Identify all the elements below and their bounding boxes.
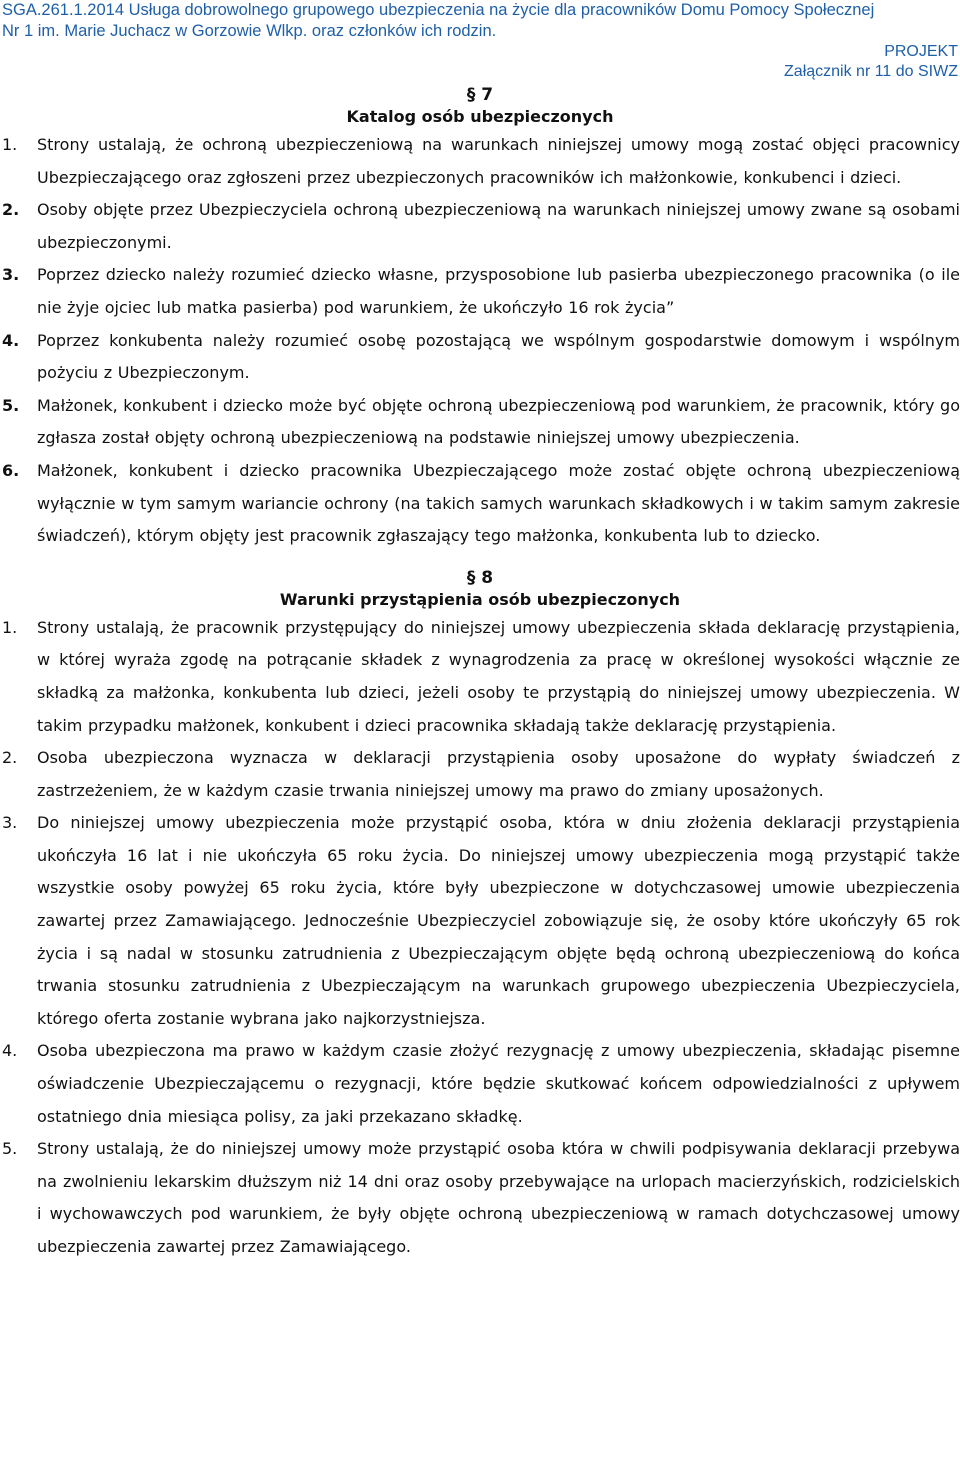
item-number: 5. <box>2 1139 18 1159</box>
section-7-item <box>0 194 960 259</box>
item-text: Do niniejszej umowy ubezpieczenia może przystąpić osoba, która w dniu złożenia deklaracji przystąpienia ukończyła 16 lat i nie ukończyła 65 roku życia. Do niniejszej umowy ubezpieczenia mogą przystąpić także wszystkie osoby powyżej 65 roku życia, które były ubezpieczone w dotychczasowej umowie ubezpieczenia zawartej przez Zamawiającego. Jednocześnie Ubezpieczyciel zobowiązuje się, że osoby które ukończyły 65 rok życia i są nadal w stosunku zatrudnienia z Ubezpieczającym objęte będą ochroną ubezpieczeniową do końca trwania stosunku zatrudnienia z Ubezpieczającym na warunkach grupowego ubezpieczenia Ubezpieczyciela, którego oferta zostanie wybrana jako najkorzystniejsza. <box>37 813 960 1028</box>
item-text: Małżonek, konkubent i dziecko może być objęte ochroną ubezpieczeniową pod warunkiem, że pracownik, który go zgłasza został objęty ochroną ubezpieczeniową na podstawie niniejszej umowy ubezpieczenia. <box>37 395 960 448</box>
section-8-item <box>0 1035 960 1133</box>
document-header <box>0 0 960 42</box>
section-7-item <box>0 325 960 390</box>
section-7-item <box>0 259 960 324</box>
item-number: 1. <box>2 135 18 154</box>
section-7-title: Katalog osób ubezpieczonych <box>346 107 614 126</box>
item-text: Strony ustalają, że do niniejszej umowy może przystąpić osoba która w chwili podpisywania deklaracji przebywa na zwolnieniu lekarskim dłuższym niż 14 dni oraz osoby przebywające na urlopach macierzyńskich, rodzicielskich i wychowawczych pod warunkiem, że były objęte ochroną ubezpieczeniową w ramach dotychczasowej umowy ubezpieczenia zawartej przez Zamawiającego. <box>37 1139 960 1256</box>
attachment-label: Załącznik nr 11 do SIWZ <box>784 63 958 80</box>
section-8-item <box>0 742 960 807</box>
item-number: 4. <box>2 330 20 350</box>
section-8-title: Warunki przystąpienia osób ubezpieczonych <box>279 589 681 609</box>
section-7-item <box>0 390 960 455</box>
section-8-mark: § 8 <box>466 567 494 588</box>
section-7-item <box>0 129 960 194</box>
item-number: 2. <box>2 748 18 768</box>
section-8-list <box>0 612 960 1264</box>
project-label: PROJEKT <box>884 43 958 60</box>
section-8-item <box>0 612 960 742</box>
item-text: Strony ustalają, że ochroną ubezpieczeniową na warunkach niniejszej umowy mogą zostać objęci pracownicy Ubezpieczającego oraz zgłoszeni przez ubezpieczonych pracowników ich małżonkowie, konkubenci i dzieci. <box>37 135 960 187</box>
section-7-mark: § 7 <box>466 85 494 105</box>
project-block <box>0 42 960 82</box>
section-8-item <box>0 807 960 1035</box>
item-text: Strony ustalają, że pracownik przystępujący do niniejszej umowy ubezpieczenia składa deklarację przystąpienia, w której wyraża zgodę na potrącanie składek z wynagrodzenia za pracę w określonej wysokości włącznie ze składką za małżonka, konkubenta lub dzieci, jeżeli osoby te przystąpią do niniejszej umowy ubezpieczenia. W takim przypadku małżonek, konkubent i dzieci pracownika składają także deklarację przystąpienia. <box>37 617 960 735</box>
item-text: Osoby objęte przez Ubezpieczyciela ochroną ubezpieczeniową na warunkach niniejszej umowy zwane są osobami ubezpieczonymi. <box>37 200 960 252</box>
section-7-item <box>0 455 960 553</box>
item-number: 3. <box>2 265 20 285</box>
item-text: Małżonek, konkubent i dziecko pracownika Ubezpieczającego może zostać objęte ochroną ubezpieczeniową wyłącznie w tym samym wariancie ochrony (na takich samych warunkach składkowych i w takim samym zakresie świadczeń), którym objęty jest pracownik zgłaszający tego małżonka, konkubenta lub to dziecko. <box>37 460 960 546</box>
item-number: 2. <box>2 200 20 220</box>
header-line-1: SGA.261.1.2014 Usługa dobrowolnego grupowego ubezpieczenia na życie dla pracowników Domu Pomocy Społecznej <box>2 1 875 19</box>
item-number: 3. <box>2 813 18 833</box>
item-number: 4. <box>2 1041 18 1061</box>
section-8-item <box>0 1133 960 1263</box>
section-7-list <box>0 129 960 553</box>
item-number: 1. <box>2 617 18 637</box>
item-text: Poprzez dziecko należy rozumieć dziecko własne, przysposobione lub pasierba ubezpieczonego pracownika (o ile nie żyje ojciec lub matka pasierba) pod warunkiem, że ukończyło 16 rok życia” <box>37 265 960 317</box>
item-text: Osoba ubezpieczona wyznacza w deklaracji przystąpienia osoby uposażone do wypłaty świadczeń z zastrzeżeniem, że w każdym czasie trwania niniejszej umowy ma prawo do zmiany uposażonych. <box>37 748 960 800</box>
item-number: 6. <box>2 460 20 480</box>
item-number: 5. <box>2 395 20 415</box>
item-text: Osoba ubezpieczona ma prawo w każdym czasie złożyć rezygnację z umowy ubezpieczenia, składając pisemne oświadczenie Ubezpieczającemu o rezygnacji, które będzie skutkować końcem odpowiedzialności z upływem ostatniego dnia miesiąca polisy, za jaki przekazano składkę. <box>37 1041 960 1126</box>
item-text: Poprzez konkubenta należy rozumieć osobę pozostającą we wspólnym gospodarstwie domowym i wspólnym pożyciu z Ubezpieczonym. <box>37 330 960 383</box>
header-line-2: Nr 1 im. Marie Juchacz w Gorzowie Wlkp. oraz członków ich rodzin. <box>2 22 497 40</box>
